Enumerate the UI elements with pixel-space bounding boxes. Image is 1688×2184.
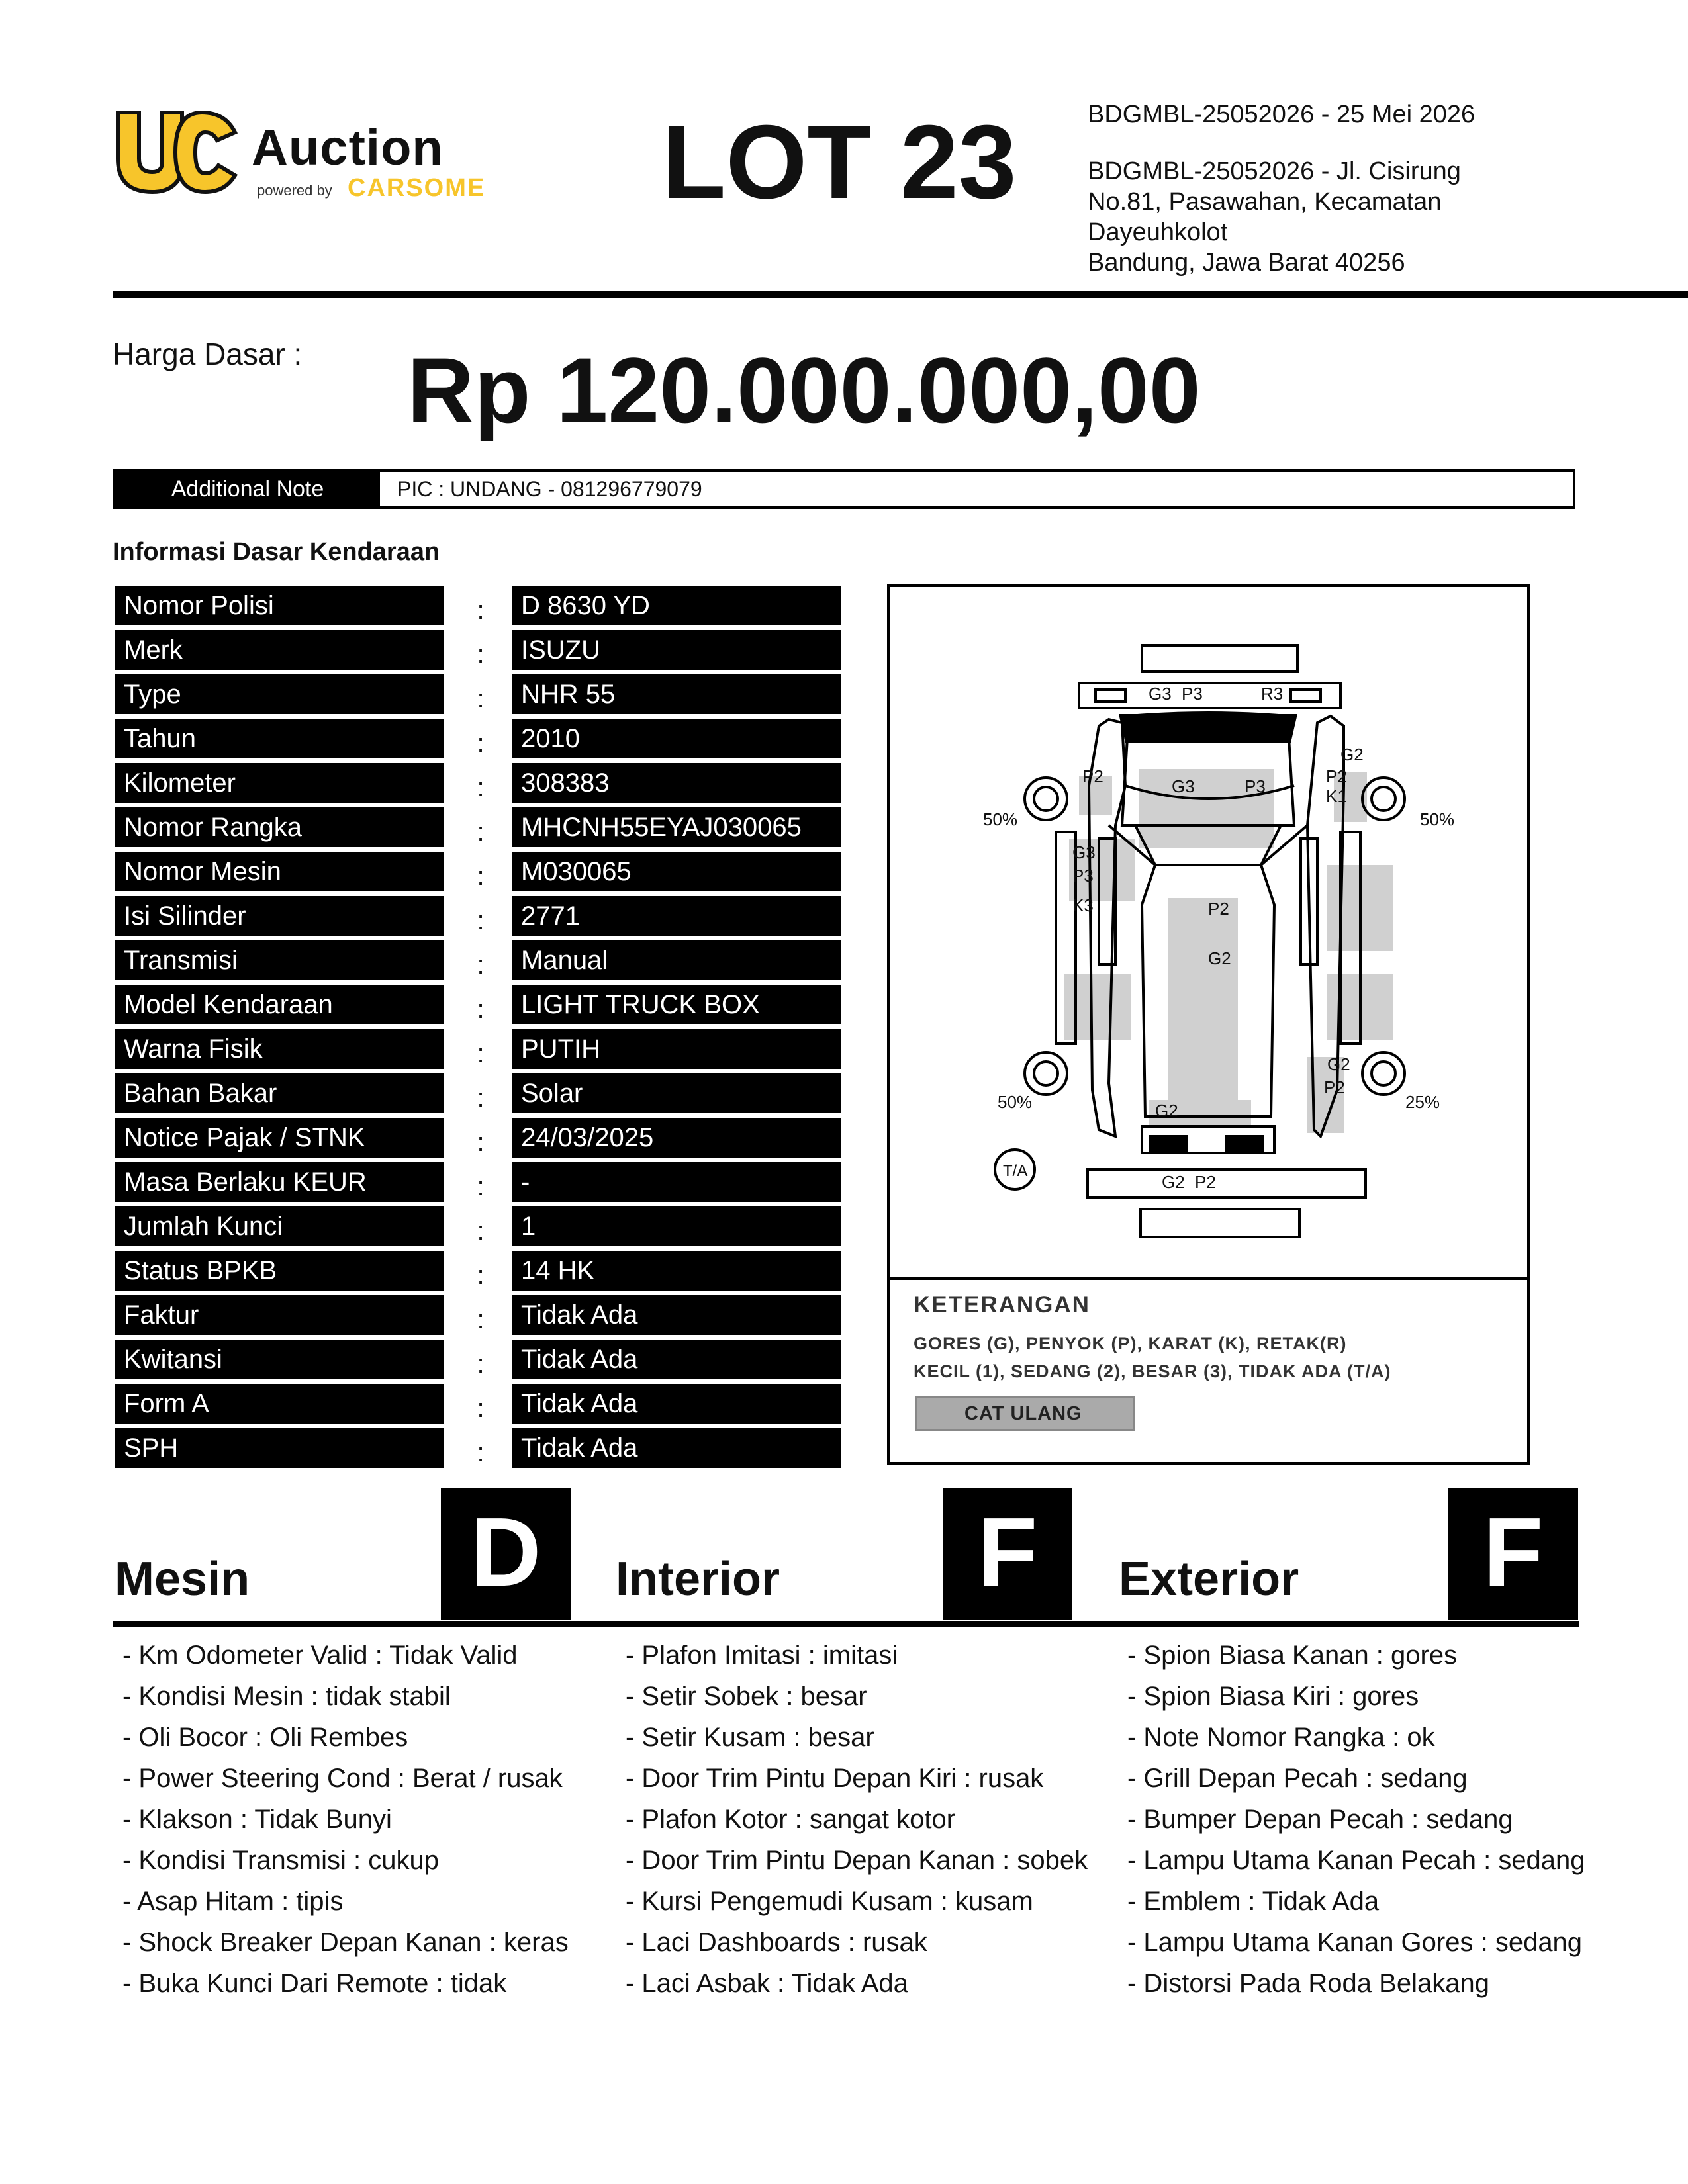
auction-code-date: BDGMBL-25052026 - 25 Mei 2026: [1088, 101, 1476, 128]
finding-item: - Setir Kusam : besar: [626, 1723, 874, 1752]
info-label: Nomor Mesin: [115, 852, 444, 891]
brand-tagline: powered by: [257, 182, 332, 199]
info-colon: :: [477, 1305, 485, 1334]
info-label: Kilometer: [115, 763, 444, 803]
info-label: Isi Silinder: [115, 896, 444, 936]
info-colon: :: [477, 817, 485, 846]
finding-item: - Shock Breaker Depan Kanan : keras: [122, 1928, 569, 1957]
auction-info: [1088, 99, 1657, 278]
info-value: Tidak Ada: [512, 1384, 841, 1424]
info-colon: :: [477, 862, 485, 891]
damage-code: P3: [1244, 776, 1266, 796]
damage-code: P2: [1208, 899, 1229, 919]
mesin-grade-badge: D: [441, 1488, 571, 1620]
repaint-legend: CAT ULANG: [915, 1396, 1135, 1431]
info-label: Notice Pajak / STNK: [115, 1118, 444, 1158]
info-value: Tidak Ada: [512, 1340, 841, 1379]
additional-note-text: PIC : UNDANG - 081296779079: [397, 477, 702, 501]
lot-title: LOT 23: [662, 104, 1017, 220]
finding-item: - Kursi Pengemudi Kusam : kusam: [626, 1887, 1033, 1916]
info-colon: :: [477, 1261, 485, 1290]
exterior-grade-badge: F: [1448, 1488, 1578, 1620]
info-label: Warna Fisik: [115, 1029, 444, 1069]
finding-item: - Laci Asbak : Tidak Ada: [626, 1969, 908, 1998]
finding-item: - Lampu Utama Kanan Pecah : sedang: [1127, 1846, 1585, 1875]
info-colon: :: [477, 1438, 485, 1467]
vehicle-info-heading: Informasi Dasar Kendaraan: [113, 538, 440, 566]
finding-item: - Oli Bocor : Oli Rembes: [122, 1723, 408, 1752]
info-label: Nomor Rangka: [115, 807, 444, 847]
finding-item: - Door Trim Pintu Depan Kiri : rusak: [626, 1764, 1044, 1793]
info-colon: :: [477, 596, 485, 625]
info-value: 308383: [512, 763, 841, 803]
info-colon: :: [477, 1083, 485, 1113]
info-label: Tahun: [115, 719, 444, 758]
finding-item: - Plafon Kotor : sangat kotor: [626, 1805, 956, 1834]
mesin-heading: Mesin: [115, 1553, 250, 1606]
info-label: Bahan Bakar: [115, 1073, 444, 1113]
tire-depth: 50%: [998, 1092, 1033, 1112]
finding-item: - Buka Kunci Dari Remote : tidak: [122, 1969, 507, 1998]
info-colon: :: [477, 950, 485, 979]
damage-code: P3: [1182, 684, 1203, 704]
info-value: D 8630 YD: [512, 586, 841, 625]
damage-code: K1: [1326, 786, 1347, 806]
legend-severity: KECIL (1), SEDANG (2), BESAR (3), TIDAK ADA (T/A): [914, 1361, 1391, 1381]
info-colon: :: [477, 1349, 485, 1379]
damage-code: G2: [1327, 1054, 1350, 1074]
finding-item: - Spion Biasa Kiri : gores: [1127, 1682, 1419, 1711]
damage-code: G2: [1162, 1172, 1185, 1192]
info-colon: :: [477, 1039, 485, 1068]
tire-depth: 50%: [1420, 809, 1455, 829]
damage-code: P2: [1195, 1172, 1216, 1192]
legend-title: KETERANGAN: [914, 1292, 1090, 1318]
info-label: Faktur: [115, 1295, 444, 1335]
info-colon: :: [477, 1394, 485, 1423]
info-value: ISUZU: [512, 630, 841, 670]
car-damage-diagram: [890, 587, 1527, 1277]
damage-code: R3: [1261, 684, 1284, 704]
info-value: Manual: [512, 940, 841, 980]
info-value: NHR 55: [512, 674, 841, 714]
info-value: PUTIH: [512, 1029, 841, 1069]
info-colon: :: [477, 995, 485, 1024]
damage-code: G3: [1172, 776, 1195, 796]
finding-item: - Kondisi Transmisi : cukup: [122, 1846, 439, 1875]
finding-item: - Asap Hitam : tipis: [122, 1887, 344, 1916]
uc-auction-logo: [113, 106, 486, 212]
damage-code: P2: [1324, 1077, 1345, 1097]
damage-code: G3: [1149, 684, 1172, 704]
info-value: -: [512, 1162, 841, 1202]
exterior-heading: Exterior: [1119, 1553, 1299, 1606]
info-value: 1: [512, 1206, 841, 1246]
tire-depth: 25%: [1405, 1092, 1440, 1112]
info-colon: :: [477, 906, 485, 935]
finding-item: - Distorsi Pada Roda Belakang: [1127, 1969, 1489, 1998]
finding-item: - Power Steering Cond : Berat / rusak: [122, 1764, 563, 1793]
finding-item: - Kondisi Mesin : tidak stabil: [122, 1682, 451, 1711]
additional-note-label: Additional Note: [115, 472, 380, 506]
finding-item: - Laci Dashboards : rusak: [626, 1928, 927, 1957]
info-label: Form A: [115, 1384, 444, 1424]
finding-item: - Bumper Depan Pecah : sedang: [1127, 1805, 1513, 1834]
info-value: MHCNH55EYAJ030065: [512, 807, 841, 847]
info-label: Masa Berlaku KEUR: [115, 1162, 444, 1202]
info-colon: :: [477, 1216, 485, 1246]
info-value: Tidak Ada: [512, 1428, 841, 1468]
damage-code: P2: [1326, 766, 1347, 786]
info-label: Kwitansi: [115, 1340, 444, 1379]
damage-code: K3: [1072, 895, 1094, 915]
damage-code: G2: [1208, 948, 1231, 968]
info-label: Model Kendaraan: [115, 985, 444, 1024]
info-colon: :: [477, 773, 485, 802]
info-colon: :: [477, 1172, 485, 1201]
finding-item: - Plafon Imitasi : imitasi: [626, 1641, 898, 1670]
info-colon: :: [477, 1128, 485, 1157]
grades-divider: [113, 1621, 1579, 1627]
finding-item: - Emblem : Tidak Ada: [1127, 1887, 1380, 1916]
info-label: Nomor Polisi: [115, 586, 444, 625]
info-value: Tidak Ada: [512, 1295, 841, 1335]
finding-item: - Setir Sobek : besar: [626, 1682, 867, 1711]
info-value: 14 HK: [512, 1251, 841, 1291]
finding-item: - Note Nomor Rangka : ok: [1127, 1723, 1435, 1752]
legend-damage-types: GORES (G), PENYOK (P), KARAT (K), RETAK(R): [914, 1334, 1347, 1353]
interior-findings: [626, 1640, 1089, 2009]
finding-item: - Lampu Utama Kanan Gores : sedang: [1127, 1928, 1583, 1957]
price-value: Rp 120.000.000,00: [407, 338, 1201, 442]
damage-code: P2: [1082, 766, 1103, 786]
brand-partner: CARSOME: [348, 174, 486, 202]
interior-heading: Interior: [616, 1553, 780, 1606]
info-label: Merk: [115, 630, 444, 670]
info-label: Type: [115, 674, 444, 714]
finding-item: - Spion Biasa Kanan : gores: [1127, 1641, 1458, 1670]
info-value: 2010: [512, 719, 841, 758]
interior-grade-badge: F: [943, 1488, 1072, 1620]
info-label: SPH: [115, 1428, 444, 1468]
info-colon: :: [477, 684, 485, 713]
finding-item: - Door Trim Pintu Depan Kanan : sobek: [626, 1846, 1088, 1875]
info-value: 24/03/2025: [512, 1118, 841, 1158]
tire-depth: 50%: [983, 809, 1018, 829]
brand-name: Auction: [252, 120, 444, 176]
damage-code: P3: [1072, 866, 1094, 886]
price-label: Harga Dasar :: [113, 337, 303, 371]
finding-item: - Klakson : Tidak Bunyi: [122, 1805, 392, 1834]
info-colon: :: [477, 729, 485, 758]
damage-code: G2: [1155, 1101, 1178, 1120]
info-value: LIGHT TRUCK BOX: [512, 985, 841, 1024]
info-label: Status BPKB: [115, 1251, 444, 1291]
address-line: No.81, Pasawahan, Kecamatan: [1088, 188, 1442, 216]
info-label: Transmisi: [115, 940, 444, 980]
spare-tire-label: T/A: [1003, 1162, 1028, 1180]
legend-divider: [890, 1277, 1527, 1280]
info-value: M030065: [512, 852, 841, 891]
damage-code: G2: [1340, 745, 1364, 764]
exterior-findings: [1127, 1640, 1591, 2009]
info-value: Solar: [512, 1073, 841, 1113]
address-line: Bandung, Jawa Barat 40256: [1088, 249, 1405, 277]
info-colon: :: [477, 640, 485, 669]
header-divider: [113, 291, 1688, 298]
finding-item: - Grill Depan Pecah : sedang: [1127, 1764, 1468, 1793]
mesin-findings: [122, 1640, 586, 2009]
info-value: 2771: [512, 896, 841, 936]
finding-item: - Km Odometer Valid : Tidak Valid: [122, 1641, 518, 1670]
info-label: Jumlah Kunci: [115, 1206, 444, 1246]
damage-code: G3: [1072, 842, 1096, 862]
address-line: BDGMBL-25052026 - Jl. Cisirung: [1088, 158, 1461, 185]
address-line: Dayeuhkolot: [1088, 218, 1228, 246]
